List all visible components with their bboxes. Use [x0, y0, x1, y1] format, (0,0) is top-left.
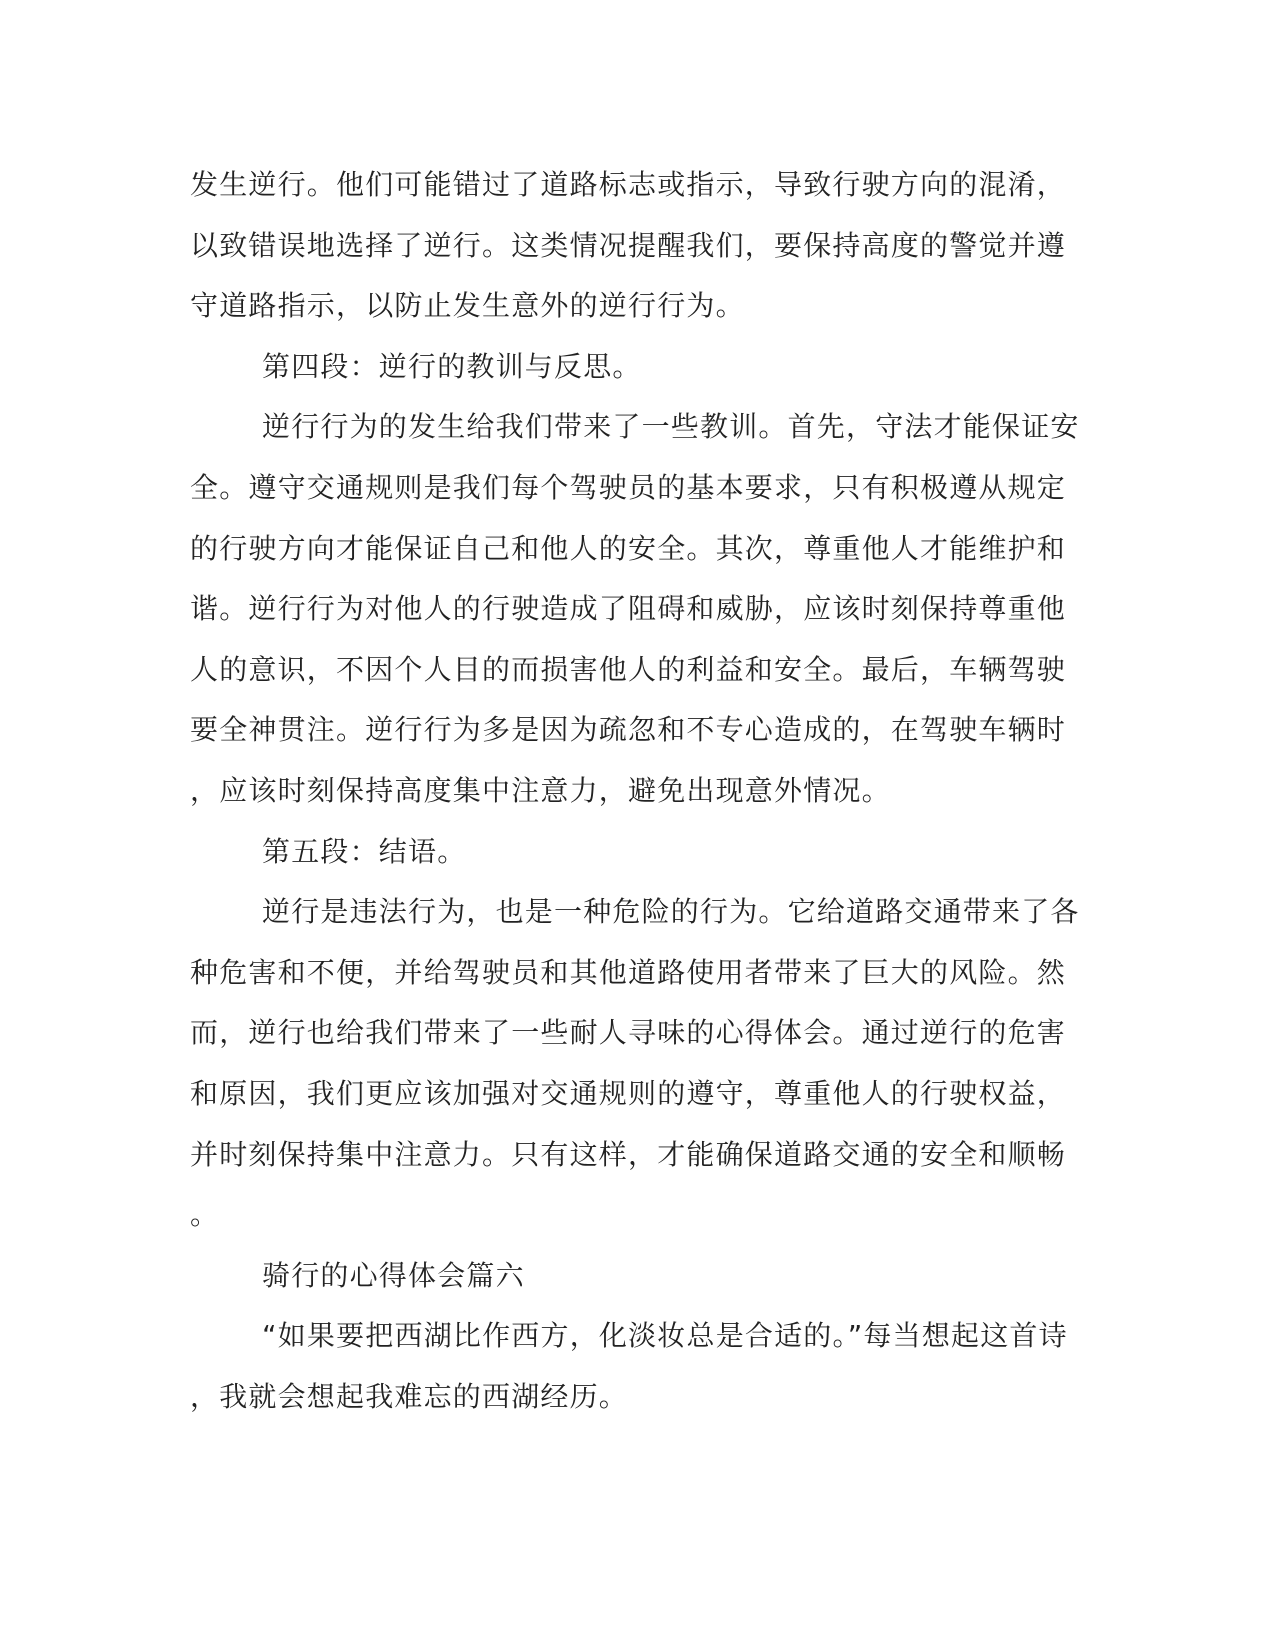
text-line: 而，逆行也给我们带来了一些耐人寻味的心得体会。通过逆行的危害: [190, 1016, 1067, 1050]
document-body: [190, 155, 1090, 1427]
text-line: 守道路指示，以防止发生意外的逆行行为。: [190, 289, 745, 323]
text-line: 。: [190, 1198, 220, 1232]
text-line: 发生逆行。他们可能错过了道路标志或指示，导致行驶方向的混淆，: [190, 168, 1067, 201]
text-line: ，我就会想起我难忘的西湖经历。: [190, 1379, 629, 1413]
section-heading-4: 第四段：逆行的教训与反思。: [262, 349, 642, 383]
text-line: 人的意识，不因个人目的而损害他人的利益和安全。最后，车辆驾驶: [190, 652, 1067, 686]
text-line: ，应该时刻保持高度集中注意力，避免出现意外情况。: [190, 773, 891, 807]
text-line: 要全神贯注。逆行行为多是因为疏忽和不专心造成的，在驾驶车辆时: [190, 713, 1067, 747]
text-line: 逆行是违法行为，也是一种危险的行为。它给道路交通带来了各: [262, 895, 1080, 929]
text-line: 谐。逆行行为对他人的行驶造成了阻碍和威胁，应该时刻保持尊重他: [190, 592, 1067, 626]
article-title: 骑行的心得体会篇六: [262, 1258, 525, 1292]
text-line: 逆行行为的发生给我们带来了一些教训。首先，守法才能保证安: [262, 410, 1080, 444]
text-line: 种危害和不便，并给驾驶员和其他道路使用者带来了巨大的风险。然: [190, 955, 1067, 989]
text-line: 和原因，我们更应该加强对交通规则的遵守，尊重他人的行驶权益，: [190, 1076, 1067, 1110]
text-line: 并时刻保持集中注意力。只有这样，才能确保道路交通的安全和顺畅: [190, 1137, 1067, 1171]
text-line: 的行驶方向才能保证自己和他人的安全。其次，尊重他人才能维护和: [190, 531, 1067, 565]
text-line: 以致错误地选择了逆行。这类情况提醒我们，要保持高度的警觉并遵: [190, 228, 1067, 262]
section-heading-5: 第五段：结语。: [262, 834, 467, 868]
text-line: “如果要把西湖比作西方，化淡妆总是合适的。”每当想起这首诗: [262, 1319, 1068, 1353]
text-line: 全。遵守交通规则是我们每个驾驶员的基本要求，只有积极遵从规定: [190, 470, 1067, 504]
